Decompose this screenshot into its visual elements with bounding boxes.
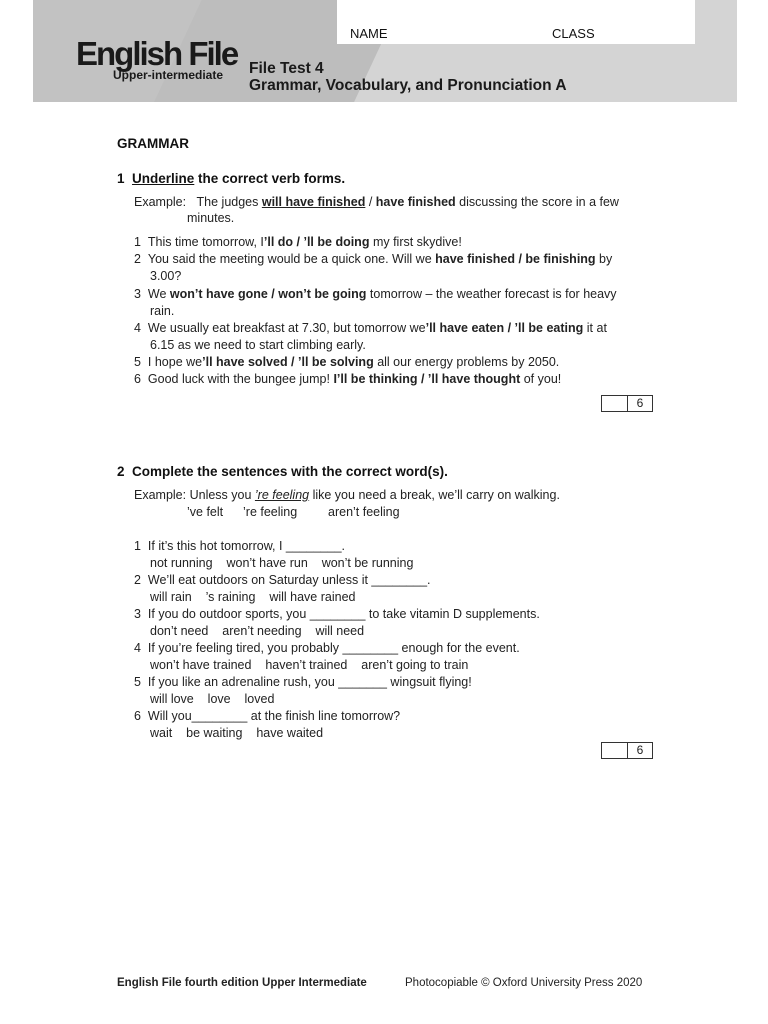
option[interactable]: wait bbox=[150, 726, 173, 740]
item-text: Good luck with the bungee jump! bbox=[147, 372, 334, 386]
footer-title: English File fourth edition Upper Intermediate bbox=[117, 977, 367, 989]
exercise1-item-line2: 6.15 as we need to start climbing early. bbox=[150, 338, 366, 352]
exercise2-options bbox=[150, 726, 323, 740]
exercise2-item bbox=[134, 573, 431, 587]
exercise2-item bbox=[134, 641, 520, 655]
item-number: 6 bbox=[134, 709, 141, 723]
example-text: The judges bbox=[196, 195, 262, 209]
item-number: 5 bbox=[134, 675, 141, 689]
example-answer: ’re feeling bbox=[254, 488, 310, 502]
logo-subtitle: Upper-intermediate bbox=[113, 68, 224, 82]
exercise2-options bbox=[150, 658, 468, 672]
option[interactable]: aren’t needing bbox=[222, 624, 302, 638]
section-title: GRAMMAR bbox=[117, 136, 189, 151]
exercise1-score-total: 6 bbox=[636, 396, 644, 410]
exercise2-options bbox=[150, 556, 413, 570]
item-sentence: If you’re feeling tired, you probably ________ enough for the event. bbox=[147, 641, 520, 655]
exercise1-item bbox=[134, 355, 559, 369]
option[interactable]: won’t have run bbox=[226, 556, 308, 570]
item-number: 1 bbox=[134, 539, 141, 553]
exercise1-example bbox=[134, 195, 619, 209]
item-choices[interactable]: ’ll do / ’ll be doing bbox=[263, 235, 370, 249]
option[interactable]: be waiting bbox=[186, 726, 243, 740]
exercise2-item bbox=[134, 607, 540, 621]
example-text: discussing the score in a few bbox=[455, 195, 619, 209]
item-number: 4 bbox=[134, 641, 141, 655]
item-number: 2 bbox=[134, 573, 141, 587]
item-number: 3 bbox=[134, 287, 141, 301]
item-choices[interactable]: I’ll be thinking / ’ll have thought bbox=[333, 372, 521, 386]
exercise1-instruction-underlined: Underline bbox=[132, 171, 195, 186]
exercise1-item bbox=[134, 235, 462, 249]
logo-title: English File bbox=[76, 35, 238, 72]
item-number: 5 bbox=[134, 355, 141, 369]
exercise1-item-line2: 3.00? bbox=[150, 269, 182, 283]
example-choice-wrong: have finished bbox=[375, 195, 456, 209]
example-label: Example: bbox=[134, 195, 187, 209]
item-text: You said the meeting would be a quick one. Will we bbox=[147, 252, 436, 266]
item-text: of you! bbox=[520, 372, 562, 386]
item-number: 3 bbox=[134, 607, 141, 621]
item-sentence: Will you________ at the finish line tomorrow? bbox=[147, 709, 401, 723]
option[interactable]: aren’t going to train bbox=[361, 658, 469, 672]
item-choices[interactable]: ’ll have eaten / ’ll be eating bbox=[425, 321, 584, 335]
name-class-box bbox=[337, 0, 695, 44]
option[interactable]: will need bbox=[315, 624, 365, 638]
item-text: tomorrow – the weather forecast is for heavy bbox=[366, 287, 617, 301]
example-text: Unless you bbox=[189, 488, 255, 502]
class-label: CLASS bbox=[552, 26, 595, 41]
exercise2-options bbox=[150, 692, 274, 706]
option[interactable]: will rain bbox=[150, 590, 192, 604]
option[interactable]: haven’t trained bbox=[265, 658, 348, 672]
exercise2-item bbox=[134, 539, 345, 553]
item-text: This time tomorrow, I bbox=[147, 235, 264, 249]
exercise2-options bbox=[150, 624, 364, 638]
item-text: all our energy problems by 2050. bbox=[373, 355, 560, 369]
exercise1-heading bbox=[117, 171, 345, 186]
option[interactable]: have waited bbox=[256, 726, 324, 740]
item-choices[interactable]: ’ll have solved / ’ll be solving bbox=[202, 355, 374, 369]
exercise1-score-box[interactable] bbox=[601, 395, 653, 412]
exercise2-number: 2 bbox=[117, 464, 125, 479]
exercise1-example-line2: minutes. bbox=[187, 211, 235, 225]
option[interactable]: ’s raining bbox=[205, 590, 256, 604]
exercise2-example bbox=[134, 488, 560, 502]
item-choices[interactable]: have finished / be finishing bbox=[435, 252, 596, 266]
test-subtitle: Grammar, Vocabulary, and Pronunciation A bbox=[249, 77, 567, 94]
example-text: like you need a break, we’ll carry on walking. bbox=[309, 488, 560, 502]
example-separator: / bbox=[365, 195, 376, 209]
item-number: 6 bbox=[134, 372, 141, 386]
example-option: aren’t feeling bbox=[328, 505, 400, 519]
option[interactable]: love bbox=[207, 692, 231, 706]
example-option: ’re feeling bbox=[243, 505, 298, 519]
example-option: ’ve felt bbox=[187, 505, 224, 519]
item-text: my first skydive! bbox=[369, 235, 462, 249]
option[interactable]: don’t need bbox=[150, 624, 209, 638]
item-text: We usually eat breakfast at 7.30, but tomorrow we bbox=[147, 321, 426, 335]
option[interactable]: will love bbox=[150, 692, 194, 706]
example-choice-correct: will have finished bbox=[261, 195, 366, 209]
item-number: 4 bbox=[134, 321, 141, 335]
item-sentence: If it’s this hot tomorrow, I ________. bbox=[147, 539, 346, 553]
item-text: by bbox=[595, 252, 613, 266]
exercise2-options bbox=[150, 590, 355, 604]
exercise2-heading bbox=[117, 464, 448, 479]
example-label: Example: bbox=[134, 488, 187, 502]
option[interactable]: will have rained bbox=[269, 590, 356, 604]
item-number: 1 bbox=[134, 235, 141, 249]
option[interactable]: won’t have trained bbox=[150, 658, 252, 672]
item-choices[interactable]: won’t have gone / won’t be going bbox=[169, 287, 367, 301]
exercise1-number: 1 bbox=[117, 171, 125, 186]
test-title: File Test 4 bbox=[249, 60, 324, 77]
item-sentence: If you like an adrenaline rush, you _______ wingsuit flying! bbox=[147, 675, 472, 689]
item-text: I hope we bbox=[147, 355, 203, 369]
exercise1-instruction: the correct verb forms. bbox=[194, 171, 346, 186]
item-sentence: If you do outdoor sports, you ________ to take vitamin D supplements. bbox=[147, 607, 540, 621]
option[interactable]: loved bbox=[244, 692, 275, 706]
exercise2-score-total: 6 bbox=[636, 743, 644, 757]
item-text: it at bbox=[583, 321, 607, 335]
name-label: NAME bbox=[350, 26, 388, 41]
item-number: 2 bbox=[134, 252, 141, 266]
footer-copyright: Photocopiable © Oxford University Press 2020 bbox=[405, 977, 643, 989]
item-text: We bbox=[147, 287, 170, 301]
item-sentence: We’ll eat outdoors on Saturday unless it ________. bbox=[147, 573, 431, 587]
exercise1-item bbox=[134, 252, 612, 266]
exercise1-item-line2: rain. bbox=[150, 304, 175, 318]
option[interactable]: won’t be running bbox=[321, 556, 414, 570]
exercise2-item bbox=[134, 709, 400, 723]
option[interactable]: not running bbox=[150, 556, 213, 570]
exercise1-item bbox=[134, 321, 607, 335]
exercise2-instruction: Complete the sentences with the correct word(s). bbox=[132, 464, 448, 479]
exercise2-item bbox=[134, 675, 472, 689]
exercise1-item bbox=[134, 287, 617, 301]
exercise2-score-box[interactable] bbox=[601, 742, 653, 759]
exercise1-item bbox=[134, 372, 561, 386]
